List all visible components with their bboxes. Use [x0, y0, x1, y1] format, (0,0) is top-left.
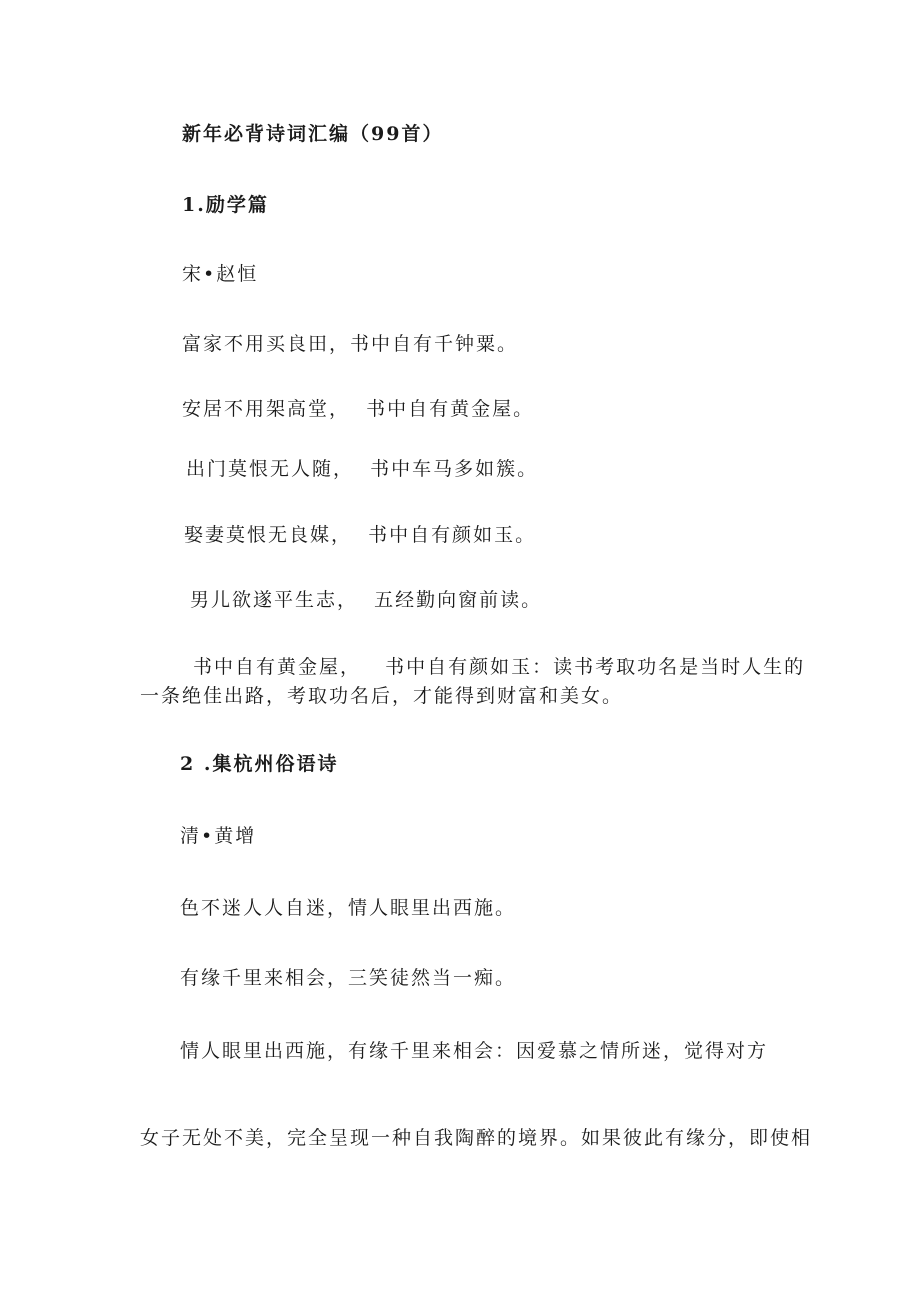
- commentary-line: 书中自有黄金屋， 书中自有颜如玉：读书考取功名是当时人生的: [193, 656, 806, 678]
- poem-verse: 色不迷人人自迷，情人眼里出西施。: [180, 897, 517, 919]
- poem-verse: 出门莫恨无人随， 书中车马多如簇。: [186, 458, 539, 480]
- poem-verse: 男儿欲遂平生志， 五经勤向窗前读。: [190, 589, 543, 611]
- commentary-line: 情人眼里出西施，有缘千里来相会：因爱慕之情所迷，觉得对方: [180, 1040, 769, 1062]
- poem-verse: 娶妻莫恨无良媒， 书中自有颜如玉。: [184, 524, 537, 546]
- poem-verse: 有缘千里来相会，三笑徒然当一痴。: [180, 967, 517, 989]
- poem-verse: 富家不用买良田，书中自有千钟粟。: [182, 333, 519, 355]
- poem-author: 宋•赵恒: [182, 263, 259, 285]
- commentary-line: 女子无处不美，完全呈现一种自我陶醉的境界。如果彼此有缘分，即使相: [140, 1127, 813, 1149]
- document-title: 新年必背诗词汇编（99首）: [182, 123, 444, 145]
- poem-author: 清•黄增: [180, 825, 257, 847]
- section-heading: 2 .集杭州俗语诗: [180, 753, 339, 775]
- poem-verse: 安居不用架高堂， 书中自有黄金屋。: [182, 398, 535, 420]
- commentary-line: 一条绝佳出路，考取功名后，才能得到财富和美女。: [140, 685, 624, 707]
- section-heading: 1.励学篇: [182, 194, 269, 216]
